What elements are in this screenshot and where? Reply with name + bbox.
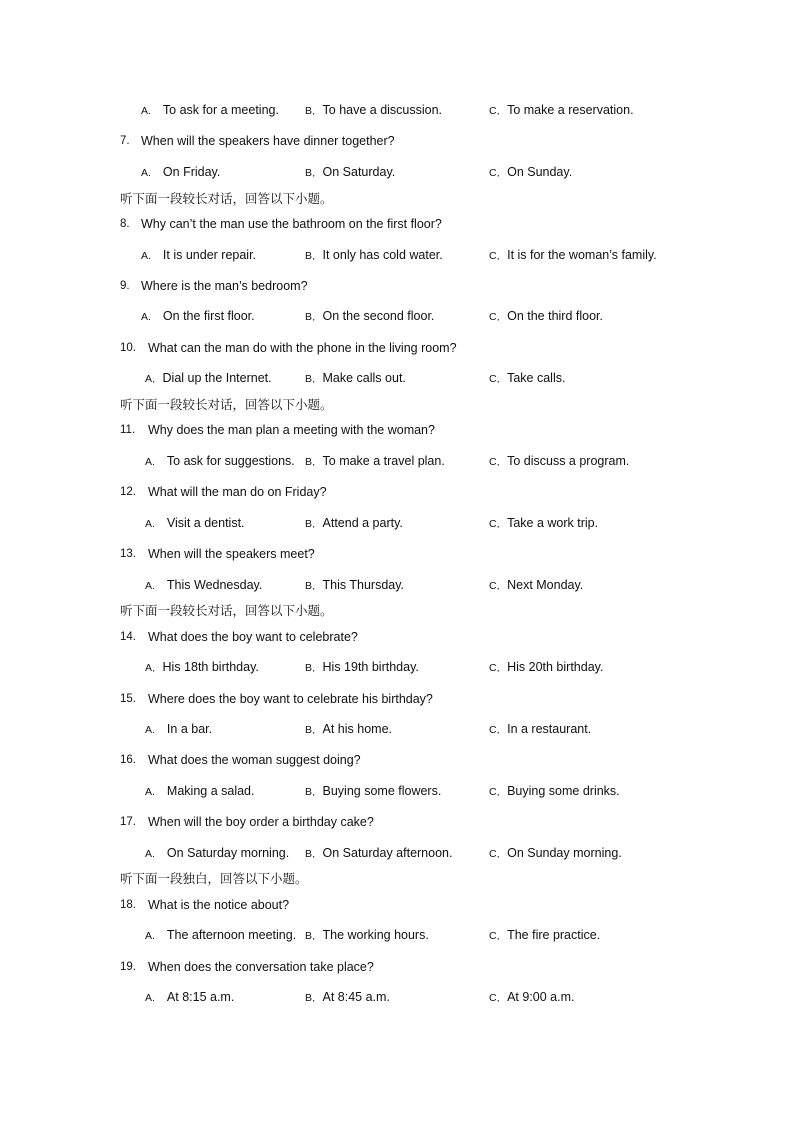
- option-c[interactable]: [489, 245, 657, 266]
- option-text: In a bar.: [166, 722, 213, 736]
- option-letter: B．: [305, 786, 323, 798]
- option-letter: B．: [305, 167, 323, 179]
- option-text: It only has cold water.: [322, 248, 443, 262]
- option-c[interactable]: [489, 513, 598, 534]
- option-letter: C．: [489, 724, 508, 736]
- option-text: This Wednesday.: [166, 578, 263, 592]
- option-a[interactable]: [141, 162, 220, 183]
- question-number: 11.: [120, 424, 136, 436]
- option-letter: A．: [145, 662, 163, 674]
- option-a[interactable]: [145, 575, 262, 596]
- option-c[interactable]: [489, 719, 591, 740]
- option-letter: C．: [489, 456, 508, 468]
- question-row: [0, 750, 794, 770]
- options-row: [0, 987, 794, 1007]
- option-c[interactable]: [489, 925, 600, 946]
- question-number: 7.: [120, 135, 130, 147]
- option-b[interactable]: [305, 657, 419, 678]
- option-c[interactable]: [489, 987, 575, 1008]
- option-c[interactable]: [489, 781, 620, 802]
- option-text: His 18th birthday.: [162, 660, 259, 674]
- option-letter: A.: [145, 786, 155, 798]
- option-a[interactable]: [145, 987, 234, 1008]
- option-text: The working hours.: [322, 928, 429, 942]
- question-row: [0, 420, 794, 440]
- option-letter: B．: [305, 518, 323, 530]
- option-c[interactable]: [489, 100, 634, 121]
- option-text: Buying some flowers.: [322, 784, 442, 798]
- option-c[interactable]: [489, 843, 622, 864]
- question-text: When will the speakers have dinner together?: [141, 134, 395, 148]
- option-letter: C．: [489, 930, 508, 942]
- option-text: On Sunday morning.: [507, 846, 622, 860]
- question-number: 18.: [120, 899, 136, 911]
- option-text: In a restaurant.: [507, 722, 592, 736]
- section-instruction: 听下面一段较长对话，回答以下小题。: [120, 191, 333, 206]
- option-b[interactable]: [305, 925, 429, 946]
- option-b[interactable]: [305, 162, 395, 183]
- option-text: On Friday.: [162, 165, 221, 179]
- option-letter: A.: [145, 930, 155, 942]
- question-row: [0, 957, 794, 977]
- option-letter: A.: [145, 724, 155, 736]
- option-letter: B．: [305, 724, 323, 736]
- option-letter: C．: [489, 580, 508, 592]
- option-c[interactable]: [489, 306, 603, 327]
- option-letter: C．: [489, 250, 508, 262]
- question-number: 12.: [120, 486, 136, 498]
- options-row: [0, 925, 794, 945]
- options-row: [0, 162, 794, 182]
- option-text: On the third floor.: [507, 309, 603, 323]
- question-text: When does the conversation take place?: [148, 960, 374, 974]
- option-text: Make calls out.: [322, 371, 406, 385]
- option-letter: B．: [305, 992, 323, 1004]
- option-a[interactable]: [145, 657, 259, 678]
- option-text: His 19th birthday.: [322, 660, 419, 674]
- option-letter: B．: [305, 930, 323, 942]
- question-row: [0, 214, 794, 234]
- options-row: [0, 368, 794, 388]
- option-letter: C．: [489, 662, 508, 674]
- option-letter: B．: [305, 373, 323, 385]
- option-text: Next Monday.: [507, 578, 584, 592]
- option-letter: B．: [305, 456, 323, 468]
- option-letter: C．: [489, 786, 508, 798]
- option-b[interactable]: [305, 987, 390, 1008]
- options-row: [0, 781, 794, 801]
- option-text: On the second floor.: [322, 309, 435, 323]
- option-letter: C．: [489, 848, 508, 860]
- question-number: 16.: [120, 754, 136, 766]
- question-text: Why can’t the man use the bathroom on the first floor?: [141, 217, 442, 231]
- option-letter: A.: [141, 311, 151, 323]
- option-b[interactable]: [305, 306, 434, 327]
- question-text: Where does the boy want to celebrate his birthday?: [148, 692, 433, 706]
- question-number: 14.: [120, 631, 136, 643]
- option-a[interactable]: [145, 513, 245, 534]
- option-text: On the first floor.: [162, 309, 255, 323]
- option-letter: A.: [141, 105, 151, 117]
- option-c[interactable]: [489, 575, 583, 596]
- section-instruction: 听下面一段较长对话，回答以下小题。: [120, 397, 333, 412]
- option-b[interactable]: [305, 245, 443, 266]
- option-letter: C．: [489, 167, 508, 179]
- question-number: 19.: [120, 961, 136, 973]
- option-text: This Thursday.: [322, 578, 405, 592]
- option-c[interactable]: [489, 657, 603, 678]
- option-a[interactable]: [141, 306, 255, 327]
- section-instruction: 听下面一段独白，回答以下小题。: [120, 871, 308, 886]
- option-a[interactable]: [145, 843, 289, 864]
- option-b[interactable]: [305, 575, 404, 596]
- option-letter: A.: [145, 848, 155, 860]
- option-b[interactable]: [305, 719, 392, 740]
- option-text: At his home.: [322, 722, 392, 736]
- option-text: Dial up the Internet.: [162, 371, 272, 385]
- option-text: Take a work trip.: [507, 516, 599, 530]
- option-text: It is for the woman’s family.: [507, 248, 657, 262]
- option-text: Visit a dentist.: [166, 516, 245, 530]
- options-row: [0, 657, 794, 677]
- option-letter: A.: [141, 167, 151, 179]
- option-text: To discuss a program.: [507, 454, 630, 468]
- option-text: Making a salad.: [166, 784, 255, 798]
- option-text: On Saturday afternoon.: [322, 846, 453, 860]
- question-row: [0, 276, 794, 296]
- option-text: To have a discussion.: [322, 103, 443, 117]
- question-number: 9.: [120, 280, 130, 292]
- question-text: What can the man do with the phone in the living room?: [148, 341, 457, 355]
- section-instruction: 听下面一段较长对话，回答以下小题。: [120, 603, 333, 618]
- options-row: [0, 843, 794, 863]
- question-number: 15.: [120, 693, 136, 705]
- option-letter: A．: [145, 373, 163, 385]
- option-text: At 9:00 a.m.: [507, 990, 575, 1004]
- question-number: 17.: [120, 816, 136, 828]
- option-text: Take calls.: [507, 371, 566, 385]
- question-text: When will the boy order a birthday cake?: [148, 815, 374, 829]
- option-text: Buying some drinks.: [507, 784, 620, 798]
- question-text: What does the boy want to celebrate?: [148, 630, 358, 644]
- option-letter: B．: [305, 311, 323, 323]
- option-letter: B．: [305, 105, 323, 117]
- option-b[interactable]: [305, 100, 442, 121]
- option-b[interactable]: [305, 843, 452, 864]
- options-row: [0, 100, 794, 120]
- option-a[interactable]: [145, 781, 254, 802]
- option-letter: A.: [145, 456, 155, 468]
- question-row: [0, 544, 794, 564]
- option-a[interactable]: [141, 100, 279, 121]
- option-text: Attend a party.: [322, 516, 403, 530]
- options-row: [0, 513, 794, 533]
- options-row: [0, 575, 794, 595]
- options-row: [0, 306, 794, 326]
- question-number: 10.: [120, 342, 136, 354]
- question-row: [0, 895, 794, 915]
- question-row: [0, 131, 794, 151]
- option-text: It is under repair.: [162, 248, 257, 262]
- question-number: 13.: [120, 548, 136, 560]
- option-text: To make a travel plan.: [322, 454, 445, 468]
- option-letter: B．: [305, 250, 323, 262]
- option-letter: C．: [489, 518, 508, 530]
- option-letter: A.: [145, 580, 155, 592]
- option-letter: A.: [145, 518, 155, 530]
- option-text: His 20th birthday.: [507, 660, 604, 674]
- options-row: [0, 719, 794, 739]
- option-a[interactable]: [145, 368, 272, 389]
- question-number: 8.: [120, 218, 130, 230]
- option-b[interactable]: [305, 781, 441, 802]
- option-text: On Sunday.: [507, 165, 573, 179]
- option-a[interactable]: [145, 925, 296, 946]
- option-letter: C．: [489, 105, 508, 117]
- option-letter: B．: [305, 848, 323, 860]
- option-text: On Saturday.: [322, 165, 396, 179]
- question-row: [0, 482, 794, 502]
- question-row: [0, 627, 794, 647]
- option-text: On Saturday morning.: [166, 846, 290, 860]
- option-text: To ask for a meeting.: [162, 103, 279, 117]
- question-text: What will the man do on Friday?: [148, 485, 327, 499]
- option-text: The fire practice.: [507, 928, 601, 942]
- question-text: Where is the man’s bedroom?: [141, 279, 308, 293]
- option-text: At 8:45 a.m.: [322, 990, 390, 1004]
- question-text: When will the speakers meet?: [148, 547, 315, 561]
- option-a[interactable]: [141, 245, 256, 266]
- option-b[interactable]: [305, 513, 403, 534]
- options-row: [0, 451, 794, 471]
- question-text: What does the woman suggest doing?: [148, 753, 361, 767]
- question-text: What is the notice about?: [148, 898, 290, 912]
- option-c[interactable]: [489, 368, 565, 389]
- option-letter: B．: [305, 580, 323, 592]
- option-c[interactable]: [489, 162, 572, 183]
- option-b[interactable]: [305, 368, 406, 389]
- option-letter: C．: [489, 992, 508, 1004]
- question-text: Why does the man plan a meeting with the woman?: [148, 423, 435, 437]
- option-letter: B．: [305, 662, 323, 674]
- option-a[interactable]: [145, 719, 212, 740]
- question-row: [0, 812, 794, 832]
- option-text: To ask for suggestions.: [166, 454, 295, 468]
- option-b[interactable]: [305, 451, 445, 472]
- option-text: The afternoon meeting.: [166, 928, 297, 942]
- option-letter: C．: [489, 311, 508, 323]
- option-letter: A.: [141, 250, 151, 262]
- option-c[interactable]: [489, 451, 629, 472]
- option-a[interactable]: [145, 451, 295, 472]
- option-text: At 8:15 a.m.: [166, 990, 235, 1004]
- option-letter: A.: [145, 992, 155, 1004]
- option-letter: C．: [489, 373, 508, 385]
- option-text: To make a reservation.: [507, 103, 634, 117]
- question-row: [0, 689, 794, 709]
- question-row: [0, 338, 794, 358]
- options-row: [0, 245, 794, 265]
